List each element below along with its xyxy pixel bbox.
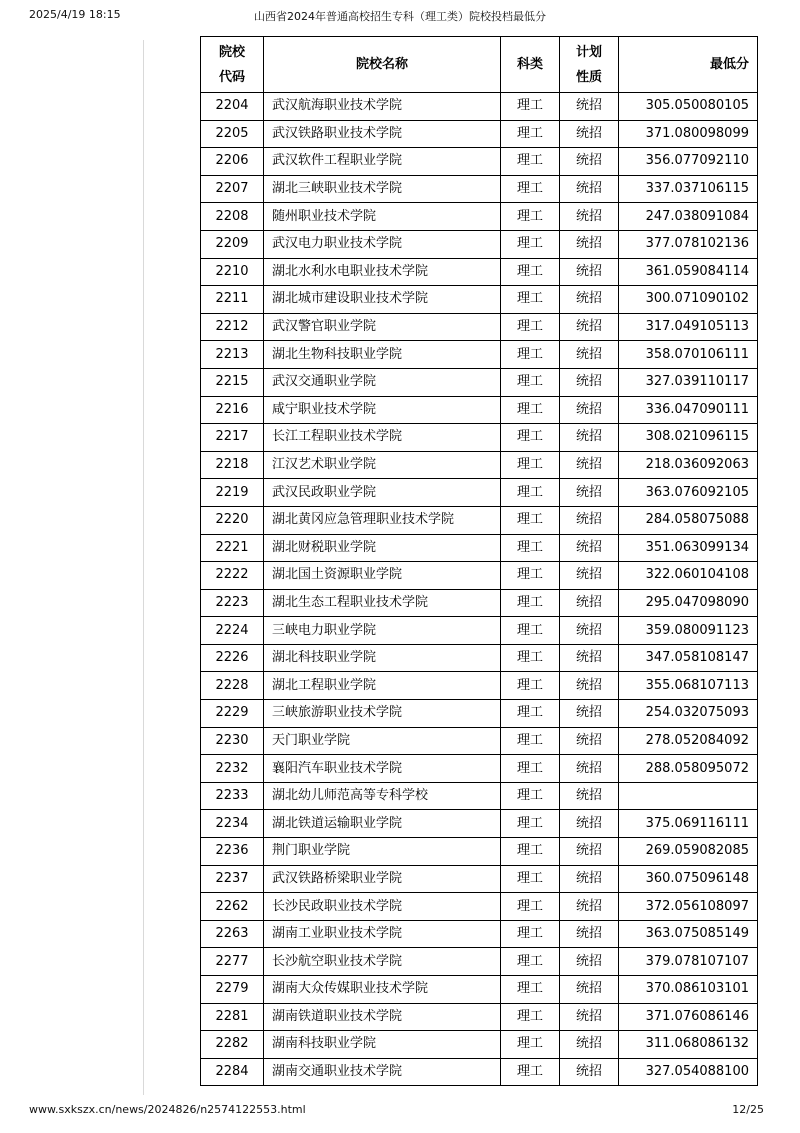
cell-category: 理工 (501, 230, 560, 258)
cell-category: 理工 (501, 700, 560, 728)
table-row (201, 617, 758, 645)
cell-code: 2226 (201, 644, 264, 672)
col-header-nature (560, 37, 619, 93)
table-row (201, 148, 758, 176)
cell-code: 2228 (201, 672, 264, 700)
cell-nature: 统招 (560, 562, 619, 590)
cell-category: 理工 (501, 396, 560, 424)
cell-nature: 统招 (560, 700, 619, 728)
table-row (201, 479, 758, 507)
cell-name: 三峡旅游职业技术学院 (264, 700, 501, 728)
cell-code: 2220 (201, 506, 264, 534)
table-row (201, 93, 758, 121)
col-header-code (201, 37, 264, 93)
cell-code: 2216 (201, 396, 264, 424)
table-row (201, 700, 758, 728)
cell-category: 理工 (501, 451, 560, 479)
cell-score: 379.078107107 (619, 948, 758, 976)
cell-nature: 统招 (560, 534, 619, 562)
cell-name: 湖北三峡职业技术学院 (264, 175, 501, 203)
cell-nature: 统招 (560, 396, 619, 424)
cell-nature: 统招 (560, 479, 619, 507)
cell-code: 2207 (201, 175, 264, 203)
table-row (201, 396, 758, 424)
cell-score: 308.021096115 (619, 424, 758, 452)
cell-code: 2282 (201, 1031, 264, 1059)
cell-code: 2223 (201, 589, 264, 617)
cell-category: 理工 (501, 893, 560, 921)
cell-score: 284.058075088 (619, 506, 758, 534)
cell-code: 2234 (201, 810, 264, 838)
cell-name: 湖北黄冈应急管理职业技术学院 (264, 506, 501, 534)
cell-score: 372.056108097 (619, 893, 758, 921)
cell-code: 2279 (201, 976, 264, 1004)
cell-score: 288.058095072 (619, 755, 758, 783)
cell-nature: 统招 (560, 755, 619, 783)
cell-nature: 统招 (560, 782, 619, 810)
cell-nature: 统招 (560, 341, 619, 369)
cell-score: 360.075096148 (619, 865, 758, 893)
table-row (201, 589, 758, 617)
cell-name: 咸宁职业技术学院 (264, 396, 501, 424)
table-row (201, 451, 758, 479)
cell-nature: 统招 (560, 838, 619, 866)
cell-score: 375.069116111 (619, 810, 758, 838)
cell-code: 2232 (201, 755, 264, 783)
table-row (201, 120, 758, 148)
table-row (201, 313, 758, 341)
table-row (201, 230, 758, 258)
score-table (200, 36, 758, 1086)
table-row (201, 782, 758, 810)
cell-nature: 统招 (560, 893, 619, 921)
cell-name: 武汉铁路职业技术学院 (264, 120, 501, 148)
cell-nature: 统招 (560, 286, 619, 314)
cell-name: 湖北生态工程职业技术学院 (264, 589, 501, 617)
cell-name: 湖北生物科技职业学院 (264, 341, 501, 369)
cell-category: 理工 (501, 865, 560, 893)
cell-score: 305.050080105 (619, 93, 758, 121)
table-row (201, 755, 758, 783)
page-number: 12/25 (732, 1103, 764, 1116)
cell-score: 278.052084092 (619, 727, 758, 755)
cell-code: 2221 (201, 534, 264, 562)
cell-category: 理工 (501, 1003, 560, 1031)
table-row (201, 948, 758, 976)
table-row (201, 976, 758, 1004)
page-footer (0, 1099, 800, 1119)
table-header (201, 37, 758, 93)
cell-score: 358.070106111 (619, 341, 758, 369)
col-header-nature-line1: 计划 (575, 44, 602, 60)
cell-name: 武汉交通职业学院 (264, 368, 501, 396)
cell-code: 2262 (201, 893, 264, 921)
cell-code: 2212 (201, 313, 264, 341)
cell-score: 361.059084114 (619, 258, 758, 286)
cell-nature: 统招 (560, 727, 619, 755)
table-row (201, 506, 758, 534)
cell-code: 2213 (201, 341, 264, 369)
cell-name: 湖北国土资源职业学院 (264, 562, 501, 590)
table-row (201, 368, 758, 396)
cell-category: 理工 (501, 1031, 560, 1059)
cell-score: 336.047090111 (619, 396, 758, 424)
cell-score: 363.076092105 (619, 479, 758, 507)
cell-name: 长江工程职业技术学院 (264, 424, 501, 452)
cell-category: 理工 (501, 617, 560, 645)
cell-name: 武汉民政职业学院 (264, 479, 501, 507)
cell-nature: 统招 (560, 1058, 619, 1086)
cell-score: 355.068107113 (619, 672, 758, 700)
cell-code: 2281 (201, 1003, 264, 1031)
cell-nature: 统招 (560, 920, 619, 948)
cell-score: 347.058108147 (619, 644, 758, 672)
cell-nature: 统招 (560, 368, 619, 396)
table-row (201, 175, 758, 203)
cell-nature: 统招 (560, 120, 619, 148)
cell-code: 2206 (201, 148, 264, 176)
cell-name: 湖北水利水电职业技术学院 (264, 258, 501, 286)
table-row (201, 203, 758, 231)
col-header-score: 最低分 (619, 37, 758, 93)
cell-score: 356.077092110 (619, 148, 758, 176)
table-body (201, 93, 758, 1086)
cell-code: 2237 (201, 865, 264, 893)
cell-score: 300.071090102 (619, 286, 758, 314)
cell-score (619, 782, 758, 810)
col-header-nature-line2: 性质 (575, 69, 602, 85)
table-row (201, 341, 758, 369)
cell-category: 理工 (501, 644, 560, 672)
cell-code: 2277 (201, 948, 264, 976)
cell-nature: 统招 (560, 976, 619, 1004)
cell-category: 理工 (501, 589, 560, 617)
cell-score: 327.054088100 (619, 1058, 758, 1086)
cell-score: 269.059082085 (619, 838, 758, 866)
cell-name: 武汉电力职业技术学院 (264, 230, 501, 258)
cell-category: 理工 (501, 424, 560, 452)
cell-score: 247.038091084 (619, 203, 758, 231)
cell-nature: 统招 (560, 175, 619, 203)
table-row (201, 562, 758, 590)
cell-category: 理工 (501, 755, 560, 783)
cell-name: 长沙航空职业技术学院 (264, 948, 501, 976)
cell-name: 荆门职业学院 (264, 838, 501, 866)
cell-category: 理工 (501, 948, 560, 976)
cell-code: 2230 (201, 727, 264, 755)
cell-score: 295.047098090 (619, 589, 758, 617)
cell-nature: 统招 (560, 148, 619, 176)
cell-code: 2208 (201, 203, 264, 231)
cell-name: 湖南铁道职业技术学院 (264, 1003, 501, 1031)
cell-category: 理工 (501, 341, 560, 369)
cell-category: 理工 (501, 1058, 560, 1086)
cell-nature: 统招 (560, 424, 619, 452)
cell-category: 理工 (501, 672, 560, 700)
cell-nature: 统招 (560, 644, 619, 672)
cell-score: 218.036092063 (619, 451, 758, 479)
cell-nature: 统招 (560, 93, 619, 121)
table-row (201, 534, 758, 562)
cell-nature: 统招 (560, 258, 619, 286)
cell-code: 2204 (201, 93, 264, 121)
col-header-code-line2: 代码 (218, 69, 245, 85)
cell-name: 武汉软件工程职业学院 (264, 148, 501, 176)
cell-score: 322.060104108 (619, 562, 758, 590)
cell-category: 理工 (501, 920, 560, 948)
cell-category: 理工 (501, 148, 560, 176)
table-row (201, 258, 758, 286)
cell-name: 湖北铁道运输职业学院 (264, 810, 501, 838)
cell-category: 理工 (501, 506, 560, 534)
cell-nature: 统招 (560, 810, 619, 838)
cell-nature: 统招 (560, 313, 619, 341)
table-row (201, 920, 758, 948)
cell-nature: 统招 (560, 203, 619, 231)
cell-category: 理工 (501, 175, 560, 203)
table-row (201, 424, 758, 452)
cell-name: 天门职业学院 (264, 727, 501, 755)
cell-category: 理工 (501, 120, 560, 148)
source-url: www.sxkszx.cn/news/2024826/n2574122553.html (29, 1103, 306, 1116)
cell-code: 2215 (201, 368, 264, 396)
cell-category: 理工 (501, 203, 560, 231)
cell-name: 湖北城市建设职业技术学院 (264, 286, 501, 314)
table-header-row (201, 37, 758, 93)
cell-category: 理工 (501, 838, 560, 866)
cell-code: 2209 (201, 230, 264, 258)
cell-nature: 统招 (560, 865, 619, 893)
cell-code: 2218 (201, 451, 264, 479)
cell-name: 湖北工程职业学院 (264, 672, 501, 700)
table-row (201, 1031, 758, 1059)
cell-score: 311.068086132 (619, 1031, 758, 1059)
cell-score: 377.078102136 (619, 230, 758, 258)
cell-score: 317.049105113 (619, 313, 758, 341)
cell-code: 2222 (201, 562, 264, 590)
cell-name: 湖南工业职业技术学院 (264, 920, 501, 948)
cell-name: 武汉铁路桥梁职业学院 (264, 865, 501, 893)
table-row (201, 286, 758, 314)
table-row (201, 893, 758, 921)
cell-code: 2229 (201, 700, 264, 728)
table-row (201, 838, 758, 866)
cell-code: 2210 (201, 258, 264, 286)
cell-nature: 统招 (560, 589, 619, 617)
cell-name: 湖北科技职业学院 (264, 644, 501, 672)
cell-score: 371.076086146 (619, 1003, 758, 1031)
cell-code: 2284 (201, 1058, 264, 1086)
cell-code: 2219 (201, 479, 264, 507)
page-header (0, 4, 800, 28)
cell-category: 理工 (501, 727, 560, 755)
cell-name: 湖南大众传媒职业技术学院 (264, 976, 501, 1004)
table-row (201, 865, 758, 893)
cell-name: 湖南交通职业技术学院 (264, 1058, 501, 1086)
cell-name: 武汉航海职业技术学院 (264, 93, 501, 121)
cell-name: 三峡电力职业学院 (264, 617, 501, 645)
print-datetime: 2025/4/19 18:15 (29, 8, 121, 21)
cell-category: 理工 (501, 976, 560, 1004)
cell-name: 湖北财税职业学院 (264, 534, 501, 562)
cell-score: 254.032075093 (619, 700, 758, 728)
table-row (201, 727, 758, 755)
left-margin-rule (143, 40, 144, 1095)
cell-name: 长沙民政职业技术学院 (264, 893, 501, 921)
cell-category: 理工 (501, 479, 560, 507)
cell-category: 理工 (501, 93, 560, 121)
cell-score: 371.080098099 (619, 120, 758, 148)
cell-code: 2205 (201, 120, 264, 148)
cell-score: 337.037106115 (619, 175, 758, 203)
cell-name: 湖北幼儿师范高等专科学校 (264, 782, 501, 810)
cell-category: 理工 (501, 534, 560, 562)
cell-nature: 统招 (560, 506, 619, 534)
col-header-category: 科类 (501, 37, 560, 93)
table-row (201, 644, 758, 672)
cell-nature: 统招 (560, 948, 619, 976)
cell-name: 武汉警官职业学院 (264, 313, 501, 341)
cell-nature: 统招 (560, 1031, 619, 1059)
cell-category: 理工 (501, 368, 560, 396)
cell-code: 2211 (201, 286, 264, 314)
cell-name: 湖南科技职业学院 (264, 1031, 501, 1059)
cell-nature: 统招 (560, 451, 619, 479)
page-title: 山西省2024年普通高校招生专科（理工类）院校投档最低分 (254, 10, 546, 23)
cell-category: 理工 (501, 562, 560, 590)
cell-code: 2236 (201, 838, 264, 866)
cell-nature: 统招 (560, 672, 619, 700)
cell-category: 理工 (501, 258, 560, 286)
cell-score: 327.039110117 (619, 368, 758, 396)
col-header-code-line1: 院校 (218, 44, 245, 60)
cell-score: 363.075085149 (619, 920, 758, 948)
cell-name: 随州职业技术学院 (264, 203, 501, 231)
cell-score: 359.080091123 (619, 617, 758, 645)
cell-code: 2263 (201, 920, 264, 948)
cell-code: 2217 (201, 424, 264, 452)
cell-category: 理工 (501, 782, 560, 810)
cell-category: 理工 (501, 810, 560, 838)
cell-category: 理工 (501, 313, 560, 341)
cell-name: 襄阳汽车职业技术学院 (264, 755, 501, 783)
col-header-name: 院校名称 (264, 37, 501, 93)
table-row (201, 810, 758, 838)
table-row (201, 672, 758, 700)
cell-nature: 统招 (560, 1003, 619, 1031)
cell-code: 2233 (201, 782, 264, 810)
cell-category: 理工 (501, 286, 560, 314)
table-row (201, 1003, 758, 1031)
cell-score: 351.063099134 (619, 534, 758, 562)
cell-nature: 统招 (560, 230, 619, 258)
cell-name: 江汉艺术职业学院 (264, 451, 501, 479)
cell-code: 2224 (201, 617, 264, 645)
cell-nature: 统招 (560, 617, 619, 645)
cell-score: 370.086103101 (619, 976, 758, 1004)
table-row (201, 1058, 758, 1086)
